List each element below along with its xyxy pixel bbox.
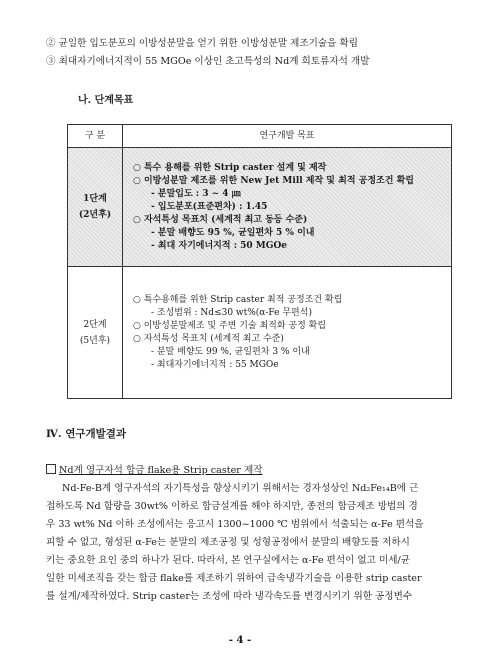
header-division: 구 분 [68,125,123,148]
stage1-item: ○ 특수 용해를 위한 Strip caster 설계 및 제작 [133,162,327,173]
stage2-label [68,267,123,399]
stage1-period: (2년후) [78,210,112,220]
subsection-heading [46,464,262,477]
stage1-label [68,148,123,267]
stage2-period: (5년후) [79,335,111,346]
table-row-stage1 [68,148,452,267]
stage2-item: - 분말 배향도 99 %, 균일편차 3 % 이내 [151,346,310,357]
stage2-item: ○ 이방성분말제조 및 주변 기술 최적화 공정 확립 [133,320,327,331]
stage1-name: 1단계 [83,194,107,204]
paragraph-line: Nd-Fe-B계 영구자석의 자기특성을 향상시키기 위해서는 경자성상인 Nd₂Fe₁₄B에 근 [62,483,419,494]
stage1-item: ○ 이방성분말 제조를 위한 New Jet Mill 제작 및 최적 공정조건 확립 [133,175,414,186]
paragraph-line: 피할 수 없고, 형성된 α-Fe는 분말의 제조공정 및 성형공정에서 분말의 배향도를 저하시 [46,537,410,548]
stage1-item: - 분말 배향도 95 %, 균일편차 5 % 이내 [151,227,315,238]
paragraph-line: 접하도록 Nd 함량을 30wt% 이하로 합금설계를 해야 하지만, 종전의 합금제조 방법의 경 [46,501,418,512]
stage1-goals [123,148,452,267]
stage-goal-heading: 나. 단계목표 [78,95,134,106]
stage1-item: - 최대 자기에너지적 : 50 MGOe [151,240,288,251]
subsection-title: Nd계 영구자석 합금 flake용 Strip caster 제작 [59,465,263,476]
section-heading: Ⅳ. 연구개발결과 [46,428,127,440]
stage1-item: ○ 자석특성 목표치 (세계적 최고 동등 수준) [133,214,308,225]
stage1-item: - 입도분포(표준편차) : 1.45 [151,201,268,212]
checkbox-square-icon [46,464,56,474]
table-header-row [68,125,452,148]
paragraph-line: 키는 중요한 요인 중의 하나가 된다. 따라서, 본 연구실에서는 α-Fe 편석이 없고 미세/균 [46,555,411,566]
objective-2: ② 균일한 입도분포의 이방성분말을 얻기 위한 이방성분말 제조기술을 확립 [46,38,359,49]
paragraph-line: 일한 미세조직을 갖는 합금 flake를 제조하기 위하여 급속냉각기술을 이용한 strip caster [46,573,422,584]
paragraph-line: 우 33 wt% Nd 이하 조성에서는 응고시 1300~1000 ℃ 범위에서 석출되는 α-Fe 편석을 [46,519,424,530]
stage2-goals [123,267,452,399]
stage2-item: ○ 자석특성 목표치 (세계적 최고 수준) [133,333,284,344]
stage2-item: - 최대자기에너지적 : 55 MGOe [151,359,279,370]
stage1-item: - 분말입도 : 3 ~ 4 ㎛ [151,188,241,199]
header-goal: 연구개발 목표 [123,125,452,148]
stage2-item: - 조성범위 : Nd≤30 wt%(α-Fe 무편석) [151,307,312,318]
stage-goal-table [67,124,452,399]
paragraph-line: 를 설계/제작하였다. Strip caster는 조성에 따라 냉각속도를 변경시키기 위한 공정변수 [46,591,413,602]
stage2-item: ○ 특수용해를 위한 Strip caster 최적 공정조건 확립 [133,294,343,305]
objective-3: ③ 최대자기에너지적이 55 MGOe 이상인 초고특성의 Nd계 희토류자석 개발 [46,56,370,67]
page-number: - 4 - [228,635,252,646]
table-row-stage2 [68,267,452,399]
stage2-name: 2단계 [83,319,107,330]
